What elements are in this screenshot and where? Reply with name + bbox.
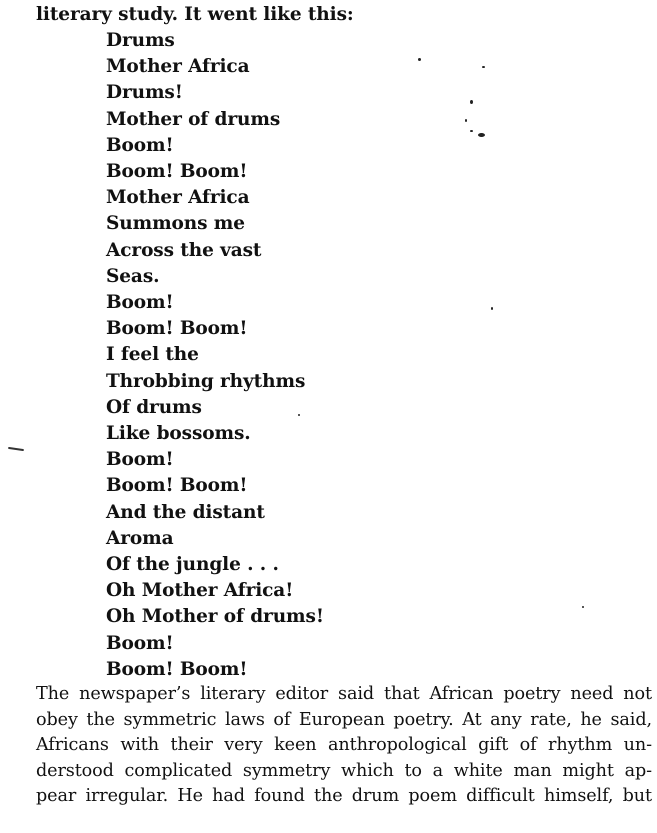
prose-line: obey the symmetric laws of European poetry. At any rate, he said, [36, 709, 652, 730]
poem-line: Boom! [106, 449, 174, 471]
poem-line: Mother of drums [106, 108, 281, 130]
poem-line: Mother Africa [106, 187, 250, 209]
scan-speck [482, 66, 485, 68]
poem-line: Boom! [106, 292, 174, 314]
poem-line: Boom! Boom! [106, 318, 248, 340]
scan-speck [470, 130, 473, 132]
poem-line: Of drums [106, 396, 202, 418]
poem-line: Drums [106, 30, 175, 51]
prose-line: Africans with their very keen anthropological gift of rhythm un- [36, 735, 652, 755]
scan-speck [491, 307, 493, 310]
poem-line: Throbbing rhythms [106, 370, 306, 392]
poem-line: Seas. [106, 265, 160, 287]
intro-line: literary study. It went like this: [36, 4, 354, 25]
prose-line: derstood complicated symmetry which to a white man might ap- [36, 760, 652, 781]
scan-speck [465, 119, 467, 122]
poem-line: Across the vast [106, 239, 262, 261]
scan-speck [470, 100, 473, 104]
poem-line: Summons me [106, 213, 245, 235]
poem-line: And the distant [106, 501, 265, 523]
poem-line: Of the jungle . . . [106, 554, 279, 576]
scan-mark [8, 447, 24, 451]
poem-line: Drums! [106, 82, 183, 104]
prose-paragraph [36, 682, 652, 810]
poem-line: Oh Mother Africa! [106, 580, 294, 602]
scan-speck [582, 606, 584, 608]
poem-line: Boom! [106, 134, 174, 156]
scan-speck [418, 58, 421, 61]
poem-line: I feel the [106, 344, 199, 366]
poem-line: Boom! [106, 632, 174, 654]
poem-line: Boom! Boom! [106, 475, 248, 497]
prose-line: The newspaper’s literary editor said that African poetry need not [36, 684, 652, 704]
poem-line: Boom! Boom! [106, 658, 248, 680]
scan-speck [298, 414, 300, 416]
poem-line: Like bossoms. [106, 423, 251, 445]
scan-speck [478, 133, 485, 137]
poem [106, 28, 324, 683]
prose-line: pear irregular. He had found the drum poem difficult himself, but [36, 786, 652, 806]
poem-line: Aroma [106, 527, 174, 549]
poem-line: Boom! Boom! [106, 161, 248, 183]
poem-line: Mother Africa [106, 56, 250, 78]
poem-line: Oh Mother of drums! [106, 606, 324, 628]
